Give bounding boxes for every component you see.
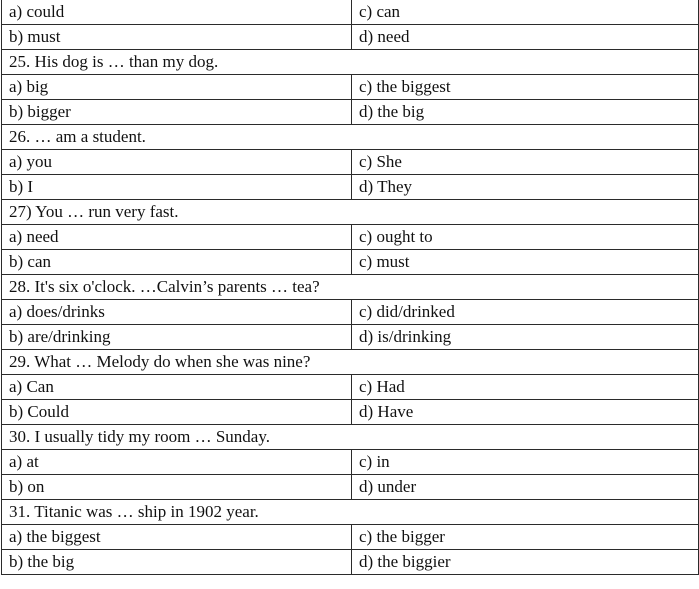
option-a: a) need: [2, 225, 352, 250]
option-d: c) must: [352, 250, 699, 275]
option-row: [2, 550, 699, 575]
option-d: d) is/drinking: [352, 325, 699, 350]
question-row: [2, 275, 699, 300]
question-row: [2, 500, 699, 525]
option-b: b) can: [2, 250, 352, 275]
option-row: [2, 300, 699, 325]
option-a: a) big: [2, 75, 352, 100]
option-c: c) the biggest: [352, 75, 699, 100]
option-row: [2, 525, 699, 550]
option-row: [2, 450, 699, 475]
option-c: c) can: [352, 0, 699, 25]
option-b: b) bigger: [2, 100, 352, 125]
option-b: b) the big: [2, 550, 352, 575]
option-d: d) need: [352, 25, 699, 50]
option-d: d) They: [352, 175, 699, 200]
question-row: [2, 50, 699, 75]
option-d: d) the biggier: [352, 550, 699, 575]
option-row: [2, 25, 699, 50]
option-row: [2, 475, 699, 500]
question-row: [2, 350, 699, 375]
option-b: b) are/drinking: [2, 325, 352, 350]
option-b: b) Could: [2, 400, 352, 425]
question-26-prompt: 26. … am a student.: [2, 125, 699, 150]
option-a: a) Can: [2, 375, 352, 400]
question-31-prompt: 31. Titanic was … ship in 1902 year.: [2, 500, 699, 525]
option-c: c) She: [352, 150, 699, 175]
option-c: c) Had: [352, 375, 699, 400]
option-b: b) I: [2, 175, 352, 200]
option-d: d) the big: [352, 100, 699, 125]
option-a: a) could: [2, 0, 352, 25]
option-row: [2, 225, 699, 250]
question-30-prompt: 30. I usually tidy my room … Sunday.: [2, 425, 699, 450]
question-25-prompt: 25. His dog is … than my dog.: [2, 50, 699, 75]
option-a: a) you: [2, 150, 352, 175]
question-27-prompt: 27) You … run very fast.: [2, 200, 699, 225]
option-d: d) under: [352, 475, 699, 500]
option-row: [2, 400, 699, 425]
option-row: [2, 0, 699, 25]
option-a: a) the biggest: [2, 525, 352, 550]
option-c: c) in: [352, 450, 699, 475]
option-a: a) does/drinks: [2, 300, 352, 325]
option-row: [2, 100, 699, 125]
option-c: c) ought to: [352, 225, 699, 250]
option-row: [2, 375, 699, 400]
question-28-prompt: 28. It's six o'clock. …Calvin’s parents … tea?: [2, 275, 699, 300]
question-row: [2, 200, 699, 225]
option-b: b) must: [2, 25, 352, 50]
option-row: [2, 75, 699, 100]
option-d: d) Have: [352, 400, 699, 425]
quiz-table: [1, 0, 699, 575]
question-29-prompt: 29. What … Melody do when she was nine?: [2, 350, 699, 375]
option-row: [2, 150, 699, 175]
option-a: a) at: [2, 450, 352, 475]
option-row: [2, 250, 699, 275]
option-c: c) the bigger: [352, 525, 699, 550]
question-row: [2, 425, 699, 450]
option-row: [2, 175, 699, 200]
option-c: c) did/drinked: [352, 300, 699, 325]
question-row: [2, 125, 699, 150]
option-row: [2, 325, 699, 350]
option-b: b) on: [2, 475, 352, 500]
